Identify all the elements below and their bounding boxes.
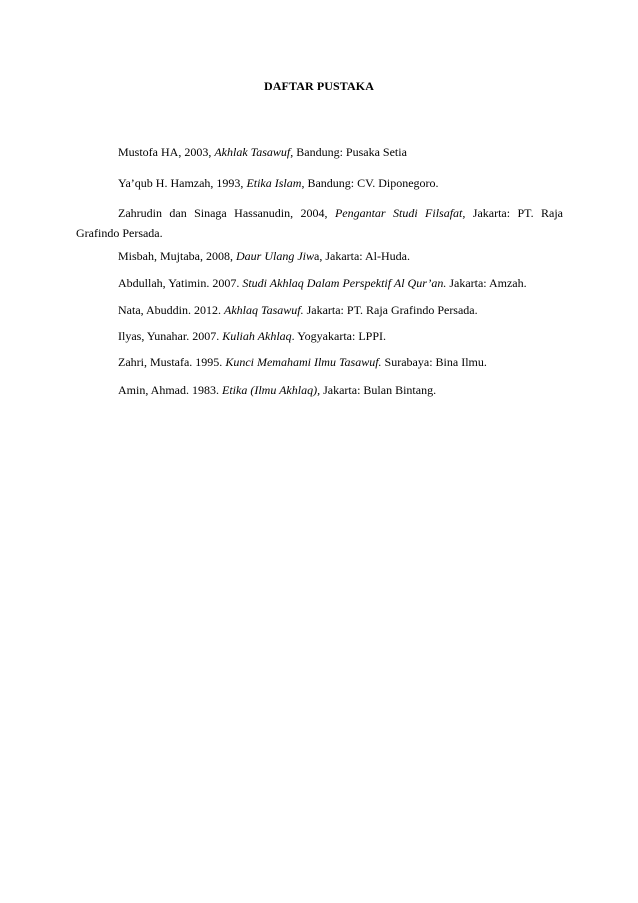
reference-entry xyxy=(76,300,563,320)
reference-text: Zahri, Mustafa. 1995. xyxy=(118,355,226,369)
reference-title: Daur Ulang Jiw xyxy=(236,249,314,263)
reference-text: Misbah, Mujtaba, 2008, xyxy=(118,249,236,263)
reference-text: Jakarta: Bulan Bintang. xyxy=(320,383,437,397)
reference-entry xyxy=(76,203,563,243)
reference-title: Akhlaq Tasawuf. xyxy=(224,303,304,317)
reference-text: Ilyas, Yunahar. 2007. xyxy=(118,329,223,343)
reference-entry xyxy=(76,352,563,372)
reference-text: Zahrudin dan Sinaga Hassanudin, 2004, xyxy=(118,206,335,220)
reference-entry xyxy=(76,246,563,266)
reference-text: Jakarta: PT. Raja Grafindo Persada. xyxy=(303,303,478,317)
reference-title: Kunci Memahami Ilmu Tasawuf. xyxy=(225,355,382,369)
reference-text: Mustofa HA, 2003, xyxy=(118,145,215,159)
reference-title: Etika Islam xyxy=(246,176,302,190)
reference-text: Abdullah, Yatimin. 2007. xyxy=(118,276,243,290)
reference-text: a, Jakarta: Al-Huda. xyxy=(314,249,410,263)
reference-entry xyxy=(76,142,563,162)
reference-title: Pengantar Studi Filsafat, xyxy=(334,206,466,220)
reference-text: . Yogyakarta: LPPI. xyxy=(291,329,386,343)
reference-text: Nata, Abuddin. 2012. xyxy=(118,303,224,317)
reference-text: Jakarta: PT. Raja Grafindo Persada. xyxy=(76,206,563,240)
page-title: DAFTAR PUSTAKA xyxy=(264,79,374,93)
reference-title: Studi Akhlaq Dalam Perspektif Al Qur’an. xyxy=(242,276,447,290)
reference-text: Jakarta: Amzah. xyxy=(446,276,527,290)
reference-text: Ya’qub H. Hamzah, 1993, xyxy=(118,176,247,190)
reference-entry xyxy=(76,173,563,193)
reference-text: Surabaya: Bina Ilmu. xyxy=(381,355,487,369)
reference-entry xyxy=(76,273,563,293)
reference-text: , Bandung: Pusaka Setia xyxy=(290,145,407,159)
reference-text: Amin, Ahmad. 1983. xyxy=(118,383,222,397)
reference-title: Akhlak Tasawuf xyxy=(214,145,291,159)
reference-title: Etika (Ilmu Akhlaq), xyxy=(222,383,321,397)
reference-entry xyxy=(76,326,563,346)
reference-entry xyxy=(76,380,563,400)
reference-title: Kuliah Akhlaq xyxy=(222,329,292,343)
reference-text: , Bandung: CV. Diponegoro. xyxy=(301,176,439,190)
